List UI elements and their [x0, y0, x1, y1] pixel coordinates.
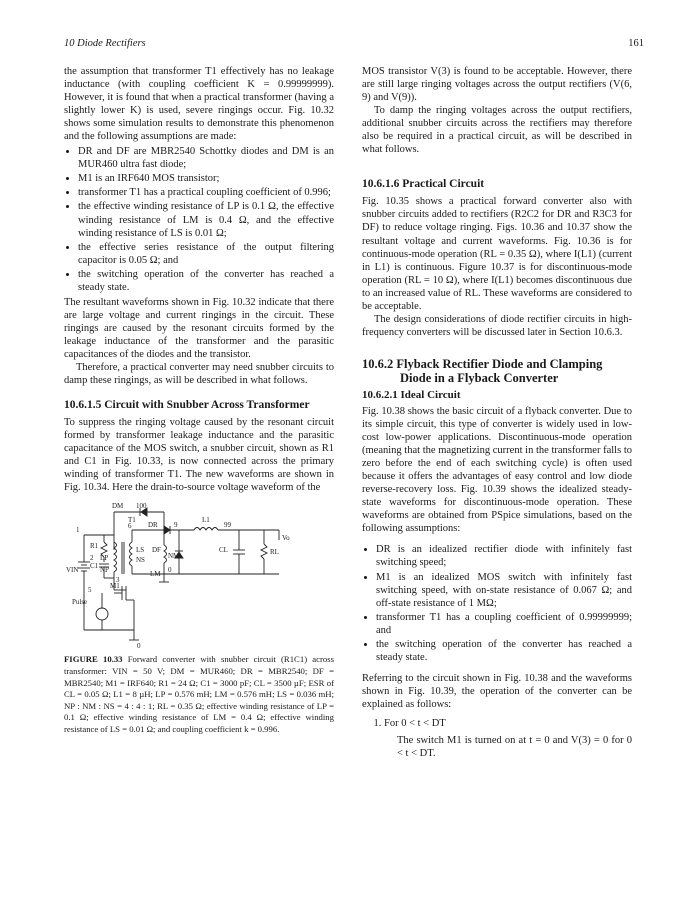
label-cl: CL [219, 546, 228, 555]
list-item: • the effective winding resistance of LP is 0.1 Ω, the effective winding resistance of LM is 0.4 Ω, and the effective winding resistance of LS is 0.01 Ω; [78, 200, 334, 239]
label-lp: LP [100, 554, 109, 563]
list-item: • DR and DF are MBR2540 Schottky diodes and DM is an MUR460 ultra fast diode; [78, 145, 334, 171]
list-item: • the switching operation of the converter has reached a steady state. [78, 268, 334, 294]
label-vo: Vo [282, 534, 290, 543]
list-item: • M1 is an idealized MOS switch with infinitely fast switching speed, with on-state resistance of 0.067 Ω; and off-state resistance of 1 MΩ; [376, 571, 632, 610]
label-node-9: 9 [174, 521, 178, 530]
paragraph: Referring to the circuit shown in Fig. 10.38 and the waveforms shown in Fig. 10.39, the operation of the converter can be explained as follows: [362, 672, 632, 710]
label-l1: L1 [202, 516, 210, 525]
assumption-list [64, 145, 334, 294]
right-column [362, 65, 632, 760]
caption-label: FIGURE 10.33 [64, 654, 123, 665]
list-item: • the effective series resistance of the output filtering capacitor is 0.05 Ω; and [78, 241, 334, 267]
running-header-chapter: 10 Diode Rectifiers [64, 38, 146, 49]
heading-line-2: Diode in a Flyback Converter [400, 370, 559, 385]
label-lm: LM [150, 570, 161, 579]
label-t1: T1 [128, 516, 136, 525]
list-item: • DR is an idealized rectifier diode with infinitely fast switching speed; [376, 543, 632, 569]
page-number: 161 [628, 38, 644, 49]
label-node-2: 2 [90, 554, 94, 563]
label-dr: DR [148, 521, 158, 530]
label-ns: NS [136, 556, 145, 565]
label-df: DF [152, 546, 161, 555]
paragraph: Fig. 10.38 shows the basic circuit of a flyback converter. Due to its simple circuit, this type of converter is widely used in low-cost low-power applications. Discontinuous-mode operation (meaning that the magnetizing current in the transformer falls to zero before the end of each switching cycle) is often used because it offers the advantages of easy control and low diode reverse-recovery loss. Fig. 10.39 shows the idealized steady-state waveforms for discontinuous-mode operation. These waveforms are obtained from PSpice simulations, based on the following assumptions: [362, 405, 632, 535]
paragraph: the assumption that transformer T1 effectively has no leakage inductance (with coupling coefficient K = 0.99999999). However, it is found that when a practical transformer (having a slightly lower K) is used, severe ringings occur. Fig. 10.32 shows some simulation results to demonstrate this phenomenon and the following assumptions are made: [64, 66, 334, 143]
label-node-100: 100 [136, 502, 147, 511]
circuit-diagram [64, 500, 334, 650]
label-nm: NM [168, 552, 180, 561]
list-item: • transformer T1 has a practical coupling coefficient of 0.996; [78, 186, 334, 199]
section-heading: 10.6.1.5 Circuit with Snubber Across Transformer [64, 399, 310, 412]
list-item: • M1 is an IRF640 MOS transistor; [78, 172, 334, 185]
label-pulse: Pulse [72, 598, 88, 607]
numbered-list [362, 717, 632, 730]
caption-text: Forward converter with snubber circuit (R1C1) across transformer: VIN = 50 V; DM = MUR460; DR = MBR2540; DF = MBR2540; M1 = IRF640; R1 = 24 Ω; C1 = 3000 pF; CL = 3500 µF; ESR of CL = 0.05 Ω; L1 = 8 µH; LP = 0.576 mH; LM = 0.576 mH; LS = 0.036 mH; NP : NM : NS = 4 : 4 : 1; RL = 0.35 Ω; effective winding resistance of LP = 0.1 Ω; effective winding resistance of LM = 0.4 Ω; effective winding resistance of LS = 0.01 Ω; and coupling coefficient k = 0.996. [64, 654, 334, 735]
label-vin: VIN [66, 566, 79, 575]
label-ls: LS [136, 546, 145, 555]
label-node-3: 3 [116, 576, 120, 585]
subsection-heading: 10.6.2.1 Ideal Circuit [362, 388, 461, 401]
label-node-5: 5 [88, 586, 92, 595]
label-r1: R1 [90, 542, 99, 551]
assumption-list [362, 543, 632, 663]
section-heading [362, 357, 632, 385]
list-item: • the switching operation of the converter has reached a steady state. [376, 638, 632, 664]
section-heading: 10.6.1.6 Practical Circuit [362, 178, 485, 191]
paragraph: Fig. 10.35 shows a practical forward converter also with snubber circuits added to rectifiers (R2C2 for DR and R3C3 for DF) to reduce voltage ringing. Figs. 10.36 and 10.37 show the resultant voltage and current waveforms. Fig. 10.36 is for continuous-mode operation (RL = 0.35 Ω), where I(L1) (current in L1) is continuous. Figure 10.37 is for discontinuous-mode operation (RL = 10 Ω), where I(L1) becomes discontinuous due to an increased value of RL. These waveforms are considered to be acceptable. [362, 196, 632, 312]
list-item: 1. For 0 < t < DT [384, 717, 632, 730]
label-node-99: 99 [224, 521, 231, 530]
paragraph: The switch M1 is turned on at t = 0 and V(3) = 0 for 0 < t < DT. [397, 735, 632, 760]
label-rl: RL [270, 548, 279, 557]
label-node-0-a: 0 [168, 566, 172, 575]
heading-line-1: 10.6.2 Flyback Rectifier Diode and Clamping [362, 356, 603, 371]
paragraph: MOS transistor V(3) is found to be acceptable. However, there are still large ringing voltages across the output rectifiers (V(6, 9) and V(9)). [362, 66, 632, 104]
label-c1: C1 [90, 562, 99, 571]
label-dm: DM [112, 502, 124, 511]
label-np: NP [100, 566, 109, 575]
label-node-6: 6 [128, 522, 132, 531]
paragraph: The resultant waveforms shown in Fig. 10.32 indicate that there are large voltage and current ringings in the circuit. These ringings are caused by the resonant circuits formed by the leakage inductance of the transformer and the parasitic capacitances of the diodes and the transistor. [64, 296, 334, 360]
label-m1: M1 [110, 582, 120, 591]
figure-caption [64, 654, 334, 735]
label-node-1: 1 [76, 526, 80, 535]
left-column [64, 65, 334, 736]
paragraph: To damp the ringing voltages across the output rectifiers, additional snubber circuits across the rectifiers may therefore also be required in a practical circuit, as will be described in what follows. [362, 105, 632, 156]
label-node-0-b: 0 [137, 642, 141, 651]
paragraph: Therefore, a practical converter may need snubber circuits to damp these ringings, as will be described in what follows. [64, 362, 334, 387]
paragraph: To suppress the ringing voltage caused by the resonant circuit formed by transformer leakage inductance and the parasitic capacitance of the MOS switch, a snubber circuit, shown as R1 and C1 in Fig. 10.33, is now connected across the primary winding of transformer T1. The new waveforms are shown in Fig. 10.34. Here the drain-to-source voltage waveform of the [64, 417, 334, 494]
list-item: • transformer T1 has a coupling coefficient of 0.99999999; and [376, 611, 632, 637]
paragraph: The design considerations of diode rectifier circuits in high-frequency converters will be discussed later in Section 10.6.3. [362, 313, 632, 338]
